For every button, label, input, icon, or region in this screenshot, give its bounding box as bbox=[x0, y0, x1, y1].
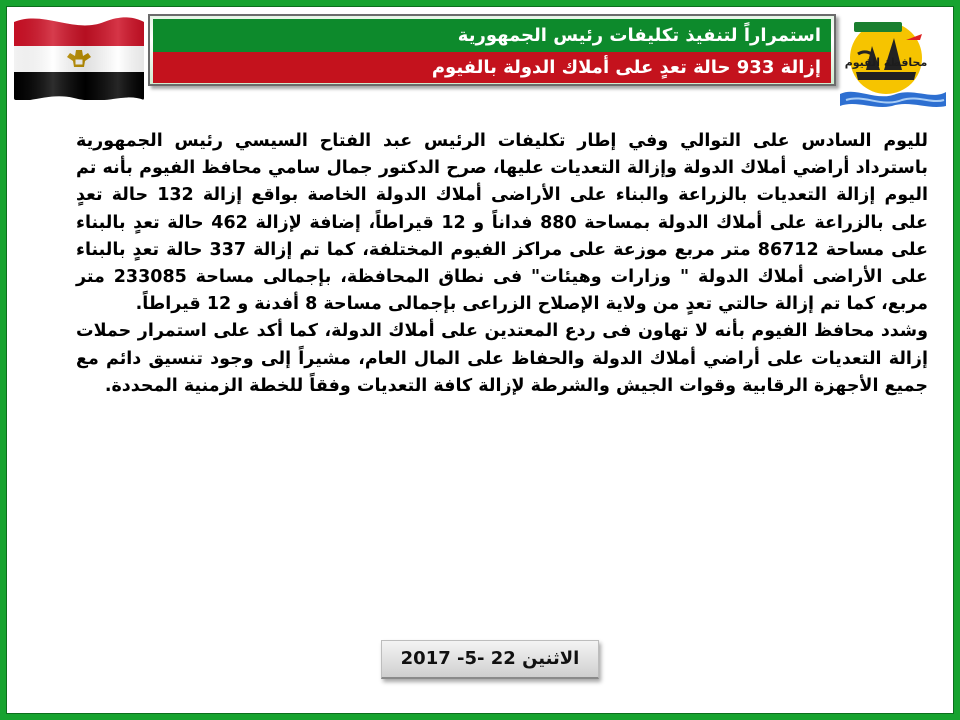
headline-main: إزالة 933 حالة تعدٍ على أملاك الدولة بالفيوم bbox=[153, 52, 831, 83]
article-paragraph: لليوم السادس على التوالي وفي إطار تكليفات الرئيس عبد الفتاح السيسي رئيس الجمهورية باسترداد أراضي أملاك الدولة وإزالة التعديات عليها، صرح الدكتور جمال سامي محافظ الفيوم بأنه تم اليوم إزالة التعديات بالزراعة والبناء على الأراضى أملاك الدولة الخاصة بواقع إزالة 132 حالة تعدٍ على بالزراعة على أملاك الدولة بمساحة 880 فداناً و 12 قيراطاً، إضافة لإزالة 462 حالة تعدٍ بالبناء على مساحة 86712 متر مربع موزعة على مراكز الفيوم المختلفة، كما تم إزالة 337 حالة تعدٍ بالبناء على الأراضى أملاك الدولة " وزارات وهيئات" فى نطاق المحافظة، بإجمالى مساحة 233085 متر مربع، كما تم إزالة حالتي تعدٍ من ولاية الإصلاح الزراعى بإجمالى مساحة 8 أفدنة و 12 قيراطاً. bbox=[76, 131, 928, 315]
date-badge: الاثنين 22 -5- 2017 bbox=[381, 640, 599, 679]
logo-lettering: محافظة الفيوم bbox=[844, 56, 928, 69]
article-body bbox=[76, 128, 928, 400]
egypt-flag-icon bbox=[14, 14, 144, 100]
headline-top: استمراراً لتنفيذ تكليفات رئيس الجمهورية bbox=[153, 19, 831, 52]
fayoum-governorate-logo-icon bbox=[836, 10, 948, 110]
article-paragraph: وشدد محافظ الفيوم بأنه لا تهاون فى ردع المعتدين على أملاك الدولة، كما أكد على استمرار حملات إزالة التعديات على أراضي أملاك الدولة والحفاظ على المال العام، مشيراً إلى وجود تنسيق دائم مع جميع الأجهزة الرقابية وقوات الجيش والشرطة لإزالة كافة التعديات وفقاً للخطة الزمنية المحددة. bbox=[76, 321, 928, 396]
headline-box bbox=[148, 14, 836, 86]
